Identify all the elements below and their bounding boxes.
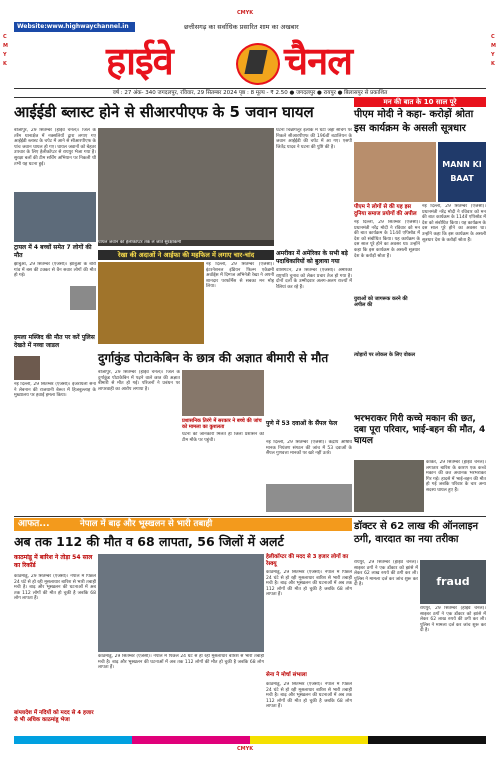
- house-headline: भरभराकर गिरी कच्चे मकान की छत, दबा पूरा परिवार, भाई-बहन की मौत, 4 घायल: [354, 414, 486, 446]
- house-body: कांकेर, 29 सितम्बर (हाईवे चैनल)। लगातार बारिश के कारण एक कच्चे मकान की छत अचानक भरभराकर गिर गई। हादसे में भाई-बहन की मौत हो गई जबकि परिवार के चार अन्य सदस्य घायल हुए हैं।: [426, 460, 486, 493]
- cmyk-left-c: C: [3, 34, 7, 40]
- student-photo: [182, 370, 264, 416]
- medicine-photo: [266, 484, 352, 512]
- student-body-2: घटना की जानकारी मिलते ही जिला प्रशासन की टीम मौके पर पहुंची।: [182, 432, 264, 443]
- house-photo: [354, 460, 424, 512]
- nepal-body-col2: काठमांडू, 29 सितम्बर (एजेंसी)। नेपाल में पिछले 24 घंटे से हो रही मूसलाधार बारिश से भारी तबाही मची है। बाढ़ और भूस्खलन की घटनाओं में अब तक 112 लोगों की मौत हो चुकी है जबकि 68 लोग लापता हैं।: [98, 654, 264, 671]
- cyan-swatch: [14, 736, 132, 744]
- cmyk-left-y: Y: [3, 52, 7, 58]
- fraud-photo: fraud: [420, 560, 486, 604]
- nepal-subhead: काठमांडू में बारिश ने तोड़ा 54 साल का रिकॉर्ड: [14, 554, 93, 569]
- lead-photo-small: [14, 192, 96, 242]
- mann-ki-baat-body: नई दिल्ली, 29 सितम्बर (एजेंसी)। प्रधानमंत्री नरेंद्र मोदी ने रविवार को मन की बात कार्यक्रम के 114वें एपिसोड में देश को संबोधित किया। यह कार्यक्रम के दस साल पूरे होने का अवसर था। उन्होंने कहा कि इस कार्यक्रम के असली सूत्रधार देश के करोड़ों श्रोता हैं।: [354, 220, 420, 259]
- side-photo-car: [70, 286, 96, 310]
- lead-photo-caption: घायल जवान को हेलीकॉप्टर तक ले जाते सुरक्षाकर्मी: [98, 240, 274, 246]
- header-top-bar: [14, 22, 486, 32]
- masthead: [14, 36, 486, 86]
- lead-side-body-2: नई दिल्ली, 29 सितम्बर (एजेंसी)। इजरायली सेना ने लेबनान की राजधानी बेरूत में हिजबुल्लाह के मुख्यालय पर हवाई हमला किया।: [14, 382, 96, 399]
- pune-headline: पुणे में 53 दवाओं के सैंपल फेल: [266, 420, 338, 427]
- mann-ki-baat-headline: पीएम मोदी ने कहा- करोड़ों श्रोता इस कार्यक्रम के असली सूत्रधार: [354, 109, 474, 134]
- usa-body: वाशिंगटन, 29 सितम्बर (एजेंसी)। अमेरिकी राष्ट्रपति चुनाव को लेकर प्रचार तेज हो गया है। दोनों दलों के उम्मीदवार अलग-अलग राज्यों में रैलियां कर रहे हैं।: [276, 268, 352, 290]
- lead-side-headline-2: हमला मस्जिद की मौत पर करें पुलिस देखते में नव्वा जाडल: [14, 334, 95, 349]
- nepal-body-col3: काठमांडू, 29 सितम्बर (एजेंसी)। नेपाल में पिछले 24 घंटे से हो रही मूसलाधार बारिश से भारी तबाही मची है। बाढ़ और भूस्खलन की घटनाओं में अब तक 112 लोगों की मौत हो चुकी है जबकि 68 लोग लापता हैं।: [266, 570, 352, 598]
- footer-color-bar: [14, 736, 486, 744]
- lead-side-body: झाबुआ, 29 सितम्बर (एजेंसी)। झाबुआ के बोरी गांव में बस की टक्कर से वैन सवार लोगों की मौत हो गई।: [14, 262, 96, 279]
- section-divider: [14, 516, 486, 517]
- magenta-swatch: [132, 736, 250, 744]
- mann-ki-baat-subhead: पीएम ने लोगों से की यह इस दुनिया समाज प्रयोगों की अपील: [354, 204, 417, 217]
- lead-right-body: घटना चिन्नागेलूर इलाके में घटी जहां सर्चिंग पर निकले सीआरपीएफ की 196वीं बटालियन के जवान आईईडी की चपेट में आ गए। एसपी जितेंद्र यादव ने घटना की पुष्टि की है।: [276, 128, 352, 150]
- masthead-title-left: हाईवे: [106, 39, 173, 83]
- cmyk-top-marker: CMYK: [237, 10, 254, 16]
- pune-body: नई दिल्ली, 29 सितम्बर (एजेंसी)। केंद्रीय औषधि मानक नियंत्रण संगठन की जांच में 53 दवाओं के सैंपल गुणवत्ता मानकों पर खरे नहीं उतरे।: [266, 440, 352, 457]
- mann-ki-baat-subhead-3: त्योहारों पर लोकल के लिए वोकल: [354, 352, 420, 358]
- masthead-title-right: चैनल: [284, 39, 352, 83]
- nepal-headline: अब तक 112 की मौत व 68 लापता, 56 जिलों में अलर्ट: [14, 534, 284, 549]
- mann-ki-baat-logo: MANN KI BAAT: [438, 142, 486, 202]
- student-subhead: प्रशासनिक तिरंगे में सरकार ने बच्चे की जांच को मामला का कुशलता: [182, 418, 262, 430]
- student-body: बीजापुर, 29 सितम्बर (हाईवे चैनल)। जिले के दुर्गाकुंड पोटाकेबिन में पढ़ने वाले छात्र की अज्ञात बीमारी से मौत हो गई। परिजनों ने प्रबंधन पर लापरवाही का आरोप लगाया है।: [98, 370, 180, 392]
- cmyk-right-marker: [491, 33, 496, 69]
- website-url[interactable]: Website:www.highwaychannel.in: [14, 22, 135, 32]
- cmyk-right-y: Y: [491, 52, 495, 58]
- cmyk-left-m: M: [3, 43, 8, 49]
- lead-headline: आईईडी ब्लास्ट होने से सीआरपीएफ के 5 जवान घायल: [14, 103, 314, 121]
- fraud-body: रायपुर, 29 सितम्बर (हाईवे चैनल)। साइबर ठगों ने एक डॉक्टर को झांसे में लेकर 62 लाख रुपये की ठगी कर ली। पुलिस ने मामला दर्ज कर जांच शुरू कर दी है।: [354, 560, 418, 588]
- nepal-banner-label: आफत...: [18, 519, 50, 529]
- nepal-subhead-3: सेना ने मोर्चा संभाला: [266, 672, 307, 678]
- nepal-body-col4: काठमांडू, 29 सितम्बर (एजेंसी)। नेपाल में पिछले 24 घंटे से हो रही मूसलाधार बारिश से भारी तबाही मची है। बाढ़ और भूस्खलन की घटनाओं में अब तक 112 लोगों की मौत हो चुकी है जबकि 68 लोग लापता हैं।: [266, 682, 352, 710]
- yellow-swatch: [250, 736, 368, 744]
- fraud-headline: डॉक्टर से 62 लाख की ऑनलाइन ठगी, वारदात का नया तरीका: [354, 521, 479, 545]
- nepal-banner-title: नेपाल में बाढ़ और भूस्खलन से भारी तबाही: [80, 519, 213, 529]
- student-headline: दुर्गाकुंड पोटाकेबिन के छात्र की अज्ञात बीमारी से मौत: [98, 351, 329, 365]
- nepal-subhead-2: हेलीकॉप्टर की मदद से 3 हजार लोगों का रेस्क्यू: [266, 554, 349, 567]
- rekha-headline: रेखा की अदाओं ने आईफा की महफिल में लगाए चार-चांद: [98, 250, 274, 260]
- tagline: छत्तीसगढ़ का सर्वाधिक प्रसारित शाम का अखबार: [184, 23, 299, 31]
- usa-headline: अमरीका में अमेरिका के सभी बड़े पदाधिकारियों को बुलाया गया: [276, 250, 348, 265]
- mann-ki-baat-banner: मन की बात के 10 साल पूरे: [354, 97, 486, 107]
- cmyk-right-c: C: [491, 34, 495, 40]
- side-photo-person: [14, 356, 40, 380]
- cmyk-left-marker: [3, 33, 8, 69]
- lead-side-headline: ट्रायल में 4 बच्चों समेत 7 लोगों की मौत: [14, 244, 92, 259]
- cmyk-left-k: K: [3, 61, 7, 67]
- pm-photo: [354, 142, 436, 202]
- mann-ki-baat-subhead-2: युवाओं को जागरूक करने की अपील की: [354, 296, 420, 308]
- black-swatch: [368, 736, 486, 744]
- lead-photo-main: [98, 128, 274, 246]
- nepal-photo: [98, 554, 264, 652]
- cmyk-right-m: M: [491, 43, 496, 49]
- lead-body: बीजापुर, 29 सितम्बर (हाईवे चैनल)। जिले के तर्रेम थानाक्षेत्र में नक्सलियों द्वारा लगाए गए आईईडी ब्लास्ट के चपेट में आने से सीआरपीएफ के पांच जवान घायल हो गए। घायल जवानों को बेहतर उपचार के लिए हेलीकॉप्टर से रायपुर भेजा गया है। सुरक्षा बलों की टीम सर्चिंग अभियान पर निकली थी तभी यह घटना हुई।: [14, 128, 96, 167]
- cmyk-bottom-marker: CMYK: [237, 746, 254, 752]
- mann-ki-baat-body-col2: नई दिल्ली, 29 सितम्बर (एजेंसी)। प्रधानमंत्री नरेंद्र मोदी ने रविवार को मन की बात कार्यक्रम के 114वें एपिसोड में देश को संबोधित किया। यह कार्यक्रम के दस साल पूरे होने का अवसर था। उन्होंने कहा कि इस कार्यक्रम के असली सूत्रधार देश के करोड़ों श्रोता हैं।: [422, 204, 486, 243]
- rekha-body: नई दिल्ली, 29 सितम्बर (एजेंसी)। इंटरनेशनल इंडियन फिल्म एकेडमी अवॉर्ड्स में दिग्गज अभिनेत्री रेखा ने अपनी शानदार परफॉर्मेंस से सबका मन मोह लिया।: [206, 262, 274, 290]
- nepal-body: काठमांडू, 29 सितम्बर (एजेंसी)। नेपाल में पिछले 24 घंटे से हो रही मूसलाधार बारिश से भारी तबाही मची है। बाढ़ और भूस्खलन की घटनाओं में अब तक 112 लोगों की मौत हो चुकी है जबकि 68 लोग लापता हैं।: [14, 574, 96, 602]
- fraud-body-col2: रायपुर, 29 सितम्बर (हाईवे चैनल)। साइबर ठगों ने एक डॉक्टर को झांसे में लेकर 62 लाख रुपये की ठगी कर ली। पुलिस ने मामला दर्ज कर जांच शुरू कर दी है।: [420, 606, 486, 634]
- nepal-subhead-4: बांग्लादेश में नदियों को मदद से 4 हजार से भी अधिक काठमांडू भेजा: [14, 710, 94, 723]
- edition-info: वर्ष : 27 अंक- 340 जगदलपुर, रविवार, 29 सितम्बर 2024 पृष्ठ : 8 मूल्य - ₹ 2.50 ● जगदलपुर ● रायपुर ● बिलासपुर से प्रकाशित: [14, 88, 486, 98]
- cmyk-right-k: K: [491, 61, 495, 67]
- rekha-photo: [98, 262, 204, 344]
